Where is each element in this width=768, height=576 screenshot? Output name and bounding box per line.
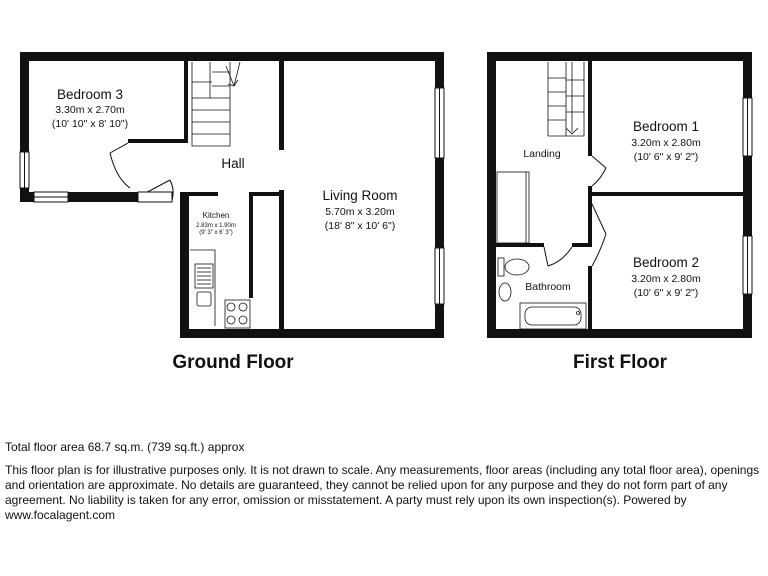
room-name: Hall	[221, 156, 245, 171]
door-front	[138, 180, 173, 202]
room-dimensions-imperial: (9' 3" x 6' 3")	[199, 230, 233, 236]
room-dimensions-imperial: (10' 6" x 9' 2")	[633, 287, 699, 299]
landing-cupboard	[497, 172, 529, 243]
room-name: Bedroom 1	[632, 119, 700, 134]
room-name: Kitchen	[202, 211, 230, 220]
kitchen-fittings	[190, 250, 250, 328]
ground-floor-plan	[20, 52, 444, 373]
room-bathroom	[525, 281, 571, 293]
first-floor-staircase	[548, 62, 584, 136]
room-name: Landing	[523, 148, 561, 160]
room-dimensions-imperial: (18' 8" x 10' 6")	[324, 220, 396, 232]
room-landing	[523, 148, 561, 160]
room-living-room	[322, 188, 397, 232]
first-floor-doors	[544, 156, 606, 266]
room-dimensions-metric: 5.70m x 3.20m	[325, 206, 395, 218]
toilet	[498, 258, 529, 276]
bathroom-fittings	[498, 258, 586, 329]
room-dimensions-metric: 3.30m x 2.70m	[55, 104, 125, 116]
total-floor-area: Total floor area 68.7 sq.m. (739 sq.ft.) approx	[5, 440, 245, 454]
room-dimensions-imperial: (10' 10" x 8' 10")	[51, 118, 129, 130]
kitchen-sink	[195, 264, 213, 306]
door-bathroom	[544, 247, 572, 266]
door-bedroom3	[110, 143, 130, 188]
disclaimer-text: This floor plan is for illustrative purposes only. It is not drawn to scale. Any measurements, floor areas (including any total floor area), openings and orientation are approximate. No details are guaranteed, they cannot be relied upon for any purpose and they do not form part of any agreement. No liability is taken for any error, omission or misstatement. A party must rely upon its own inspection(s). Powered by www.focalagent.com	[5, 463, 760, 522]
kitchen-hob	[225, 300, 250, 328]
bathtub	[520, 303, 586, 329]
room-dimensions-metric: 3.20m x 2.80m	[631, 273, 701, 285]
ground-floor-title: Ground Floor	[172, 352, 294, 373]
room-name: Bedroom 3	[56, 87, 124, 102]
room-hall	[221, 156, 244, 171]
room-name: Bathroom	[525, 281, 571, 293]
room-bedroom-1	[631, 119, 701, 163]
first-floor-title: First Floor	[573, 352, 667, 373]
room-bedroom-3	[52, 87, 128, 130]
room-name: Living Room	[322, 188, 398, 203]
room-bedroom-2	[631, 255, 701, 299]
ground-floor-staircase	[192, 62, 240, 146]
room-dimensions-metric: 2.83m x 1.90m	[196, 223, 236, 229]
washbasin	[499, 283, 511, 301]
room-dimensions-imperial: (10' 6" x 9' 2")	[633, 151, 699, 163]
first-floor-plan	[487, 52, 752, 373]
room-name: Bedroom 2	[632, 255, 700, 270]
door-bedroom2	[592, 204, 606, 266]
room-kitchen	[196, 211, 236, 236]
door-bedroom1	[592, 156, 606, 186]
room-dimensions-metric: 3.20m x 2.80m	[631, 137, 701, 149]
